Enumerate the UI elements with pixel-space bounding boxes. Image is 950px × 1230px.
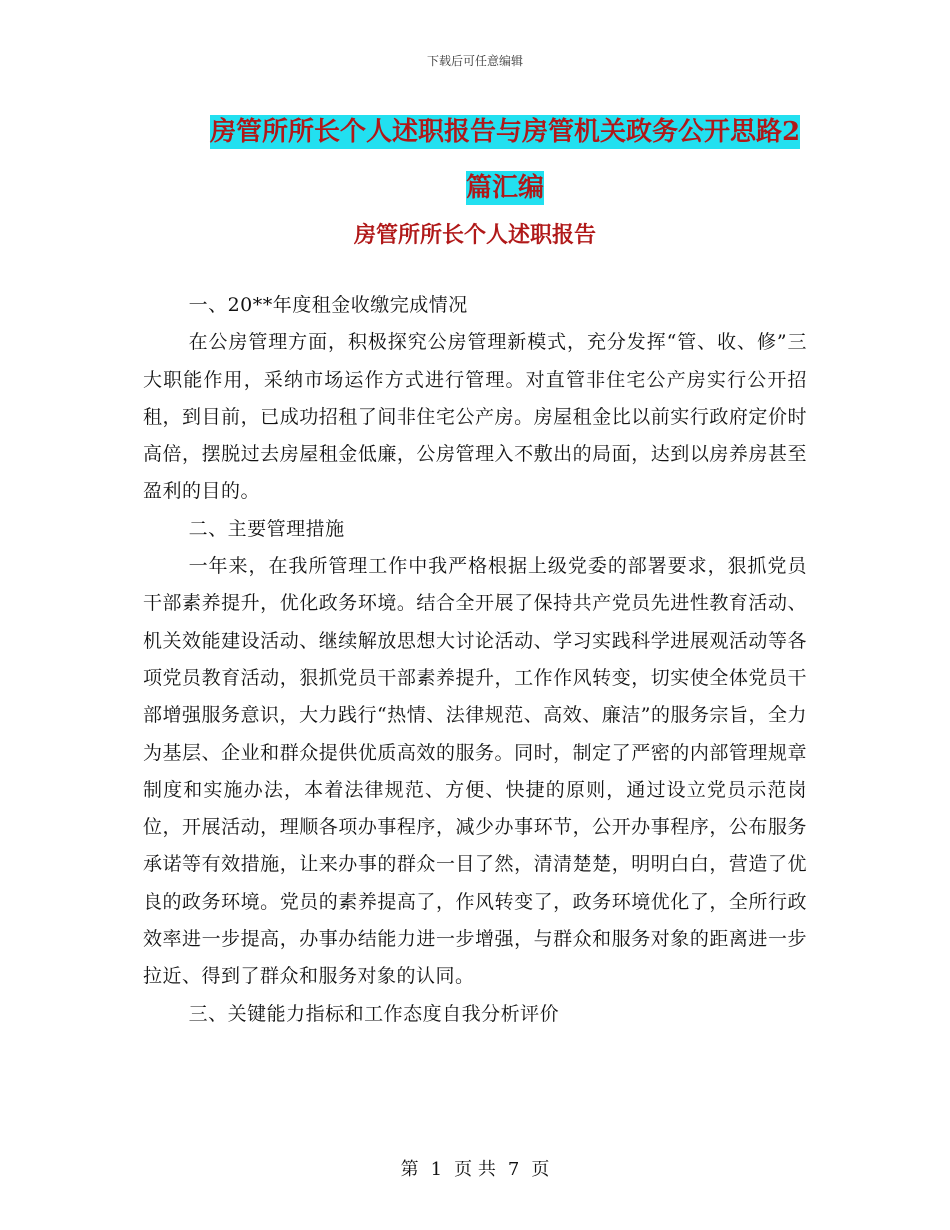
heading-management-measures: 二、主要管理措施 (188, 517, 345, 540)
paragraph-measures: 一年来，在我所管理工作中我严格根据上级党委的部署要求，狠抓党员干部素养提升，优化政务环境。结合全开展了保持共产党员先进性教育活动、机关效能建设活动、继续解放思想大讨论活动、学习实践科学进展观活动等各项党员教育活动，狠抓党员干部素养提升，工作作风转变，切实使全体党员干部增强服务意识，大力践行“热情、法律规范、高效、廉洁”的服务宗旨，全力为基层、企业和群众提供优质高效的服务。同时，制定了严密的内部管理规章制度和实施办法，本着法律规范、方便、快捷的原则，通过设立党员示范岗位，开展活动，理顺各项办事程序，减少办事环节，公开办事程序，公布服务承诺等有效措施，让来办事的群众一目了然，清清楚楚，明明白白，营造了优良的政务环境。党员的素养提高了，作风转变了，政务环境优化了，全所行政效率进一步提高，办事办结能力进一步增强，与群众和服务对象的距离进一步拉近、得到了群众和服务对象的认同。 (143, 555, 807, 988)
current-page-number: 1 (430, 1159, 443, 1180)
section-title: 房管所所长个人述职报告 (353, 222, 596, 248)
header-note: 下载后可任意编辑 (426, 54, 523, 68)
total-pages-number: 7 (507, 1159, 520, 1180)
footer-middle: 页 共 (454, 1159, 496, 1180)
title-line-2: 篇汇编 (465, 173, 544, 203)
page-footer (0, 1155, 950, 1181)
heading-rent-collection: 一、20**年度租金收缴完成情况 (188, 294, 468, 316)
document-title (175, 104, 835, 216)
heading-self-evaluation: 三、关键能力指标和工作态度自我分析评价 (188, 1002, 560, 1025)
footer-prefix: 第 (400, 1159, 419, 1180)
body-text (143, 287, 807, 1033)
paragraph-public-housing: 在公房管理方面，积极探究公房管理新模式，充分发挥“管、收、修”三大职能作用，采纳市场运作方式进行管理。对直管非住宅公产房实行公开招租，到目前，已成功招租了间非住宅公产房。房屋租金比以前实行政府定价时高倍，摆脱过去房屋租金低廉，公房管理入不敷出的局面，达到以房养房甚至盈利的目的。 (143, 331, 807, 503)
footer-suffix: 页 (531, 1159, 550, 1180)
title-line-1: 房管所所长个人述职报告与房管机关政务公开思路2 (209, 117, 801, 147)
